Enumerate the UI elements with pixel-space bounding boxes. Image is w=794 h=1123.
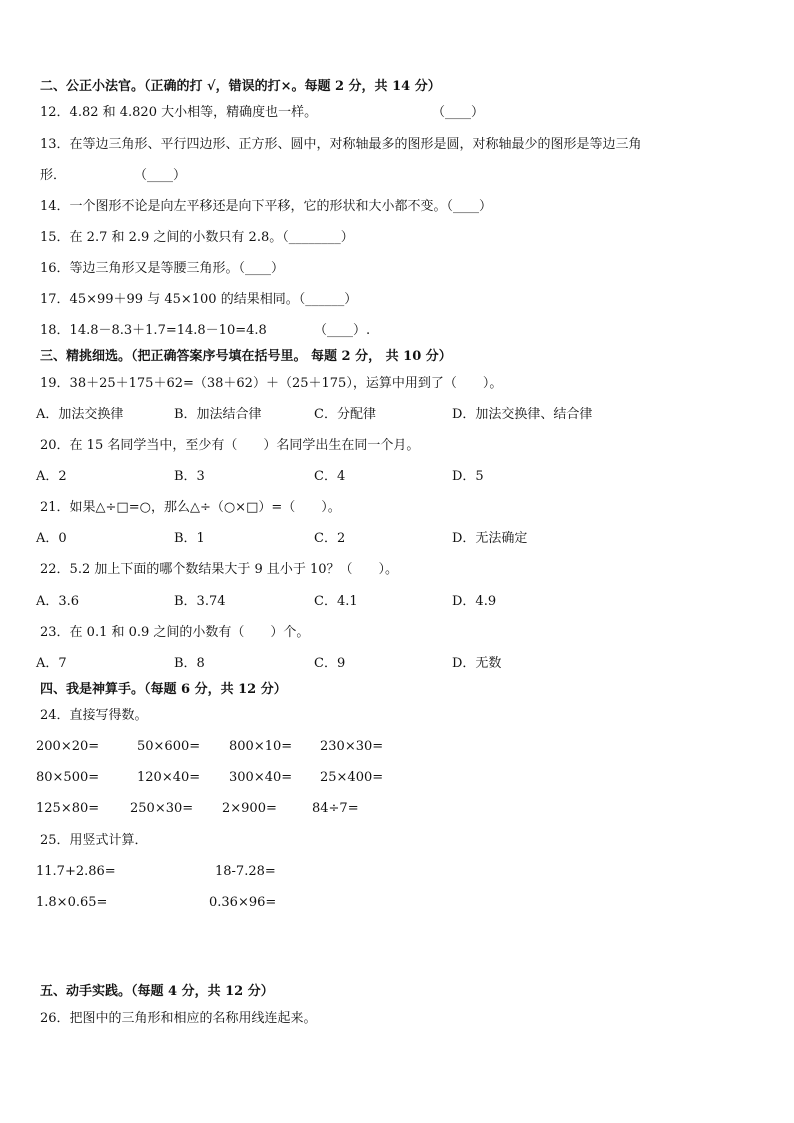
oral-calc-item: 84÷7= bbox=[312, 801, 359, 816]
oral-calc-item: 230×30= bbox=[320, 739, 384, 754]
question-12-blank[interactable]: （____） bbox=[432, 105, 485, 120]
oral-calc-item: 250×30= bbox=[130, 801, 194, 816]
q20-option-a[interactable]: A．2 bbox=[36, 469, 67, 484]
question-16: 16．等边三角形又是等腰三角形。（____） bbox=[40, 261, 285, 276]
question-26: 26．把图中的三角形和相应的名称用线连起来。 bbox=[40, 1011, 317, 1026]
oral-calc-item: 2×900= bbox=[222, 801, 277, 816]
question-24: 24．直接写得数。 bbox=[40, 708, 148, 723]
question-13-blank[interactable]: （____） bbox=[134, 168, 187, 183]
q21-option-b[interactable]: B．1 bbox=[174, 531, 205, 546]
q23-option-c[interactable]: C．9 bbox=[314, 656, 346, 671]
q20-option-d[interactable]: D．5 bbox=[452, 469, 484, 484]
q23-option-d[interactable]: D．无数 bbox=[452, 656, 502, 671]
q19-option-a[interactable]: A．加法交换律 bbox=[36, 407, 124, 422]
vertical-calc-item: 18-7.28= bbox=[215, 864, 276, 879]
question-19: 19．38＋25＋175＋62=（38＋62）＋（25＋175），运算中用到了（ ）。 bbox=[40, 376, 503, 391]
question-17: 17．45×99＋99 与 45×100 的结果相同。（______） bbox=[40, 292, 358, 307]
question-23: 23．在 0.1 和 0.9 之间的小数有（ ）个。 bbox=[40, 625, 310, 640]
q22-option-c[interactable]: C．4.1 bbox=[314, 594, 358, 609]
oral-calc-item: 200×20= bbox=[36, 739, 100, 754]
vertical-calc-item: 11.7+2.86= bbox=[36, 864, 116, 879]
question-18-text: 18．14.8－8.3＋1.7=14.8－10=4.8 bbox=[40, 323, 267, 338]
question-12 bbox=[40, 104, 317, 122]
section-2-title: 二、公正小法官。（正确的打 √，错误的打×。每题 2 分，共 14 分） bbox=[40, 79, 441, 94]
question-25: 25．用竖式计算． bbox=[40, 833, 148, 848]
oral-calc-item: 50×600= bbox=[137, 739, 201, 754]
q21-option-c[interactable]: C．2 bbox=[314, 531, 346, 546]
question-20: 20．在 15 名同学当中，至少有（ ）名同学出生在同一个月。 bbox=[40, 438, 420, 453]
oral-calc-item: 120×40= bbox=[137, 770, 201, 785]
q21-option-a[interactable]: A．0 bbox=[36, 531, 67, 546]
oral-calc-item: 125×80= bbox=[36, 801, 100, 816]
section-5-title: 五、动手实践。（每题 4 分，共 12 分） bbox=[40, 984, 274, 999]
question-18-blank[interactable]: （____）. bbox=[314, 323, 371, 338]
question-21: 21．如果△÷□=○，那么△÷（○×□）=（ ）。 bbox=[40, 500, 341, 515]
q22-option-b[interactable]: B．3.74 bbox=[174, 594, 226, 609]
question-15: 15．在 2.7 和 2.9 之间的小数只有 2.8。（________） bbox=[40, 230, 354, 245]
q22-option-a[interactable]: A．3.6 bbox=[36, 594, 80, 609]
q19-option-d[interactable]: D．加法交换律、结合律 bbox=[452, 407, 593, 422]
q23-option-a[interactable]: A．7 bbox=[36, 656, 67, 671]
question-12-text: 12．4.82 和 4.820 大小相等，精确度也一样。 bbox=[40, 105, 318, 120]
question-14: 14．一个图形不论是向左平移还是向下平移，它的形状和大小都不变。（____） bbox=[40, 199, 493, 214]
oral-calc-item: 300×40= bbox=[229, 770, 293, 785]
section-4-title: 四、我是神算手。（每题 6 分，共 12 分） bbox=[40, 682, 287, 697]
q20-option-b[interactable]: B．3 bbox=[174, 469, 205, 484]
q20-option-c[interactable]: C．4 bbox=[314, 469, 346, 484]
vertical-calc-item: 0.36×96= bbox=[209, 895, 277, 910]
vertical-calc-item: 1.8×0.65= bbox=[36, 895, 108, 910]
oral-calc-item: 800×10= bbox=[229, 739, 293, 754]
oral-calc-item: 80×500= bbox=[36, 770, 100, 785]
question-13-text: 13．在等边三角形、平行四边形、正方形、圆中，对称轴最多的图形是圆，对称轴最少的图形是等边三角 bbox=[40, 137, 642, 152]
question-13-cont: 形． bbox=[40, 168, 67, 183]
q21-option-d[interactable]: D．无法确定 bbox=[452, 531, 528, 546]
q19-option-b[interactable]: B．加法结合律 bbox=[174, 407, 262, 422]
q19-option-c[interactable]: C．分配律 bbox=[314, 407, 376, 422]
q23-option-b[interactable]: B．8 bbox=[174, 656, 205, 671]
question-22: 22．5.2 加上下面的哪个数结果大于 9 且小于 10？（ ）。 bbox=[40, 562, 399, 577]
q22-option-d[interactable]: D．4.9 bbox=[452, 594, 497, 609]
section-3-title: 三、精挑细选。（把正确答案序号填在括号里。 每题 2 分， 共 10 分） bbox=[40, 349, 452, 364]
oral-calc-item: 25×400= bbox=[320, 770, 384, 785]
